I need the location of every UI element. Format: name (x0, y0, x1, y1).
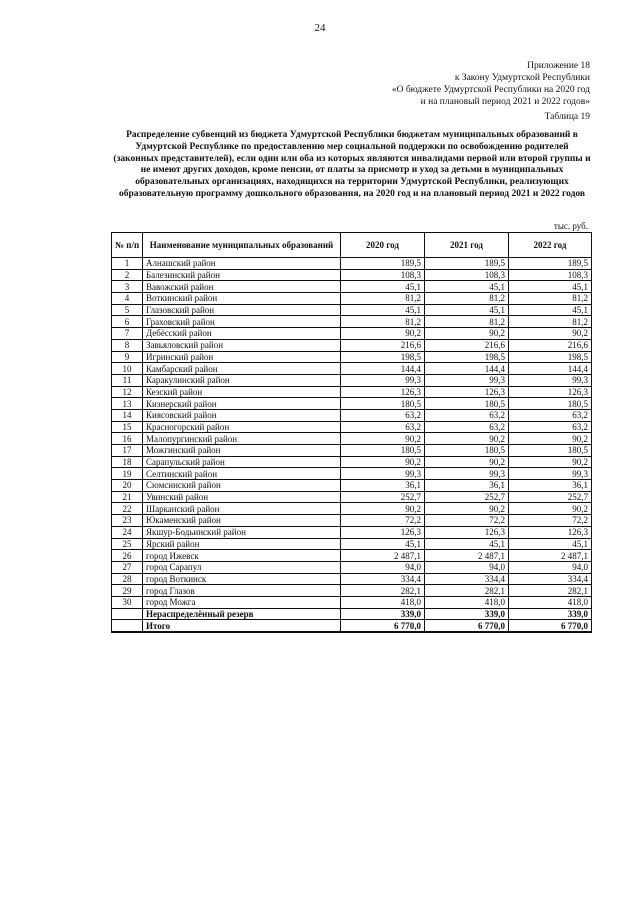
row-2020: 282,1 (341, 585, 425, 597)
row-2022: 180,5 (509, 445, 592, 457)
row-2021: 144,4 (425, 363, 509, 375)
row-number: 3 (112, 281, 143, 293)
row-2022: 216,6 (509, 339, 592, 351)
row-2021: 45,1 (425, 281, 509, 293)
row-number: 4 (112, 293, 143, 305)
reserve-name: Нераспределённый резерв (143, 608, 341, 620)
row-2021: 126,3 (425, 386, 509, 398)
row-name: Шарканский район (143, 503, 341, 515)
row-2021: 45,1 (425, 304, 509, 316)
row-2021: 90,2 (425, 433, 509, 445)
total-row (112, 620, 592, 632)
row-name: Завьяловский район (143, 339, 341, 351)
row-number: 24 (112, 526, 143, 538)
row-name: Якшур-Бодьинский район (143, 526, 341, 538)
row-number: 2 (112, 269, 143, 281)
row-2020: 90,2 (341, 328, 425, 340)
row-2022: 126,3 (509, 526, 592, 538)
total-number (112, 620, 143, 632)
row-2022: 144,4 (509, 363, 592, 375)
row-2022: 108,3 (509, 269, 592, 281)
row-number: 22 (112, 503, 143, 515)
row-2020: 45,1 (341, 304, 425, 316)
row-2022: 81,2 (509, 293, 592, 305)
row-number: 29 (112, 585, 143, 597)
table-row (112, 480, 592, 492)
row-name: Граховский район (143, 316, 341, 328)
row-2020: 126,3 (341, 386, 425, 398)
row-2022: 90,2 (509, 328, 592, 340)
row-2020: 180,5 (341, 445, 425, 457)
row-2020: 36,1 (341, 480, 425, 492)
row-2021: 126,3 (425, 526, 509, 538)
annex-header (392, 60, 590, 108)
annex-line: и на плановый период 2021 и 2022 годов» (420, 97, 590, 107)
row-name: город Сарапул (143, 561, 341, 573)
row-2022: 94,0 (509, 561, 592, 573)
row-2022: 63,2 (509, 421, 592, 433)
row-2022: 63,2 (509, 409, 592, 421)
row-2021: 90,2 (425, 503, 509, 515)
row-number: 16 (112, 433, 143, 445)
row-number: 12 (112, 386, 143, 398)
row-name: Малопургинский район (143, 433, 341, 445)
row-2021: 63,2 (425, 409, 509, 421)
row-number: 18 (112, 456, 143, 468)
row-name: Алнашский район (143, 258, 341, 270)
row-2022: 198,5 (509, 351, 592, 363)
table-row (112, 316, 592, 328)
row-2020: 99,3 (341, 374, 425, 386)
row-name: Кезский район (143, 386, 341, 398)
units-label: тыс. руб. (553, 221, 588, 231)
row-name: Можгинский район (143, 445, 341, 457)
total-name: Итого (143, 620, 341, 632)
row-2020: 63,2 (341, 421, 425, 433)
row-2020: 90,2 (341, 433, 425, 445)
row-2021: 180,5 (425, 398, 509, 410)
row-2021: 198,5 (425, 351, 509, 363)
row-number: 1 (112, 258, 143, 270)
reserve-2020: 339,0 (341, 608, 425, 620)
row-2021: 99,3 (425, 374, 509, 386)
row-2020: 72,2 (341, 515, 425, 527)
row-2022: 418,0 (509, 596, 592, 608)
row-number: 30 (112, 596, 143, 608)
row-2020: 63,2 (341, 409, 425, 421)
row-2022: 45,1 (509, 538, 592, 550)
table-row (112, 596, 592, 608)
row-2020: 81,2 (341, 316, 425, 328)
row-2020: 198,5 (341, 351, 425, 363)
row-2022: 126,3 (509, 386, 592, 398)
row-number: 27 (112, 561, 143, 573)
table-header-row (112, 233, 592, 258)
row-number: 23 (112, 515, 143, 527)
row-2021: 72,2 (425, 515, 509, 527)
row-2021: 45,1 (425, 538, 509, 550)
row-2020: 99,3 (341, 468, 425, 480)
row-number: 9 (112, 351, 143, 363)
table-row (112, 328, 592, 340)
row-name: Кизнерский район (143, 398, 341, 410)
row-number: 5 (112, 304, 143, 316)
header-2020: 2020 год (341, 233, 425, 258)
row-2022: 72,2 (509, 515, 592, 527)
row-name: Ярский район (143, 538, 341, 550)
row-2020: 216,6 (341, 339, 425, 351)
row-2022: 334,4 (509, 573, 592, 585)
row-2020: 90,2 (341, 503, 425, 515)
table-row (112, 339, 592, 351)
header-name: Наименование муниципальных образований (143, 233, 341, 258)
row-2020: 45,1 (341, 281, 425, 293)
row-2020: 418,0 (341, 596, 425, 608)
row-number: 21 (112, 491, 143, 503)
subvention-table (111, 232, 592, 633)
table-row (112, 374, 592, 386)
row-2021: 90,2 (425, 328, 509, 340)
row-number: 11 (112, 374, 143, 386)
row-2022: 2 487,1 (509, 550, 592, 562)
row-name: Сюмсинский район (143, 480, 341, 492)
row-name: Юкаменский район (143, 515, 341, 527)
annex-line: к Закону Удмуртской Республики (454, 73, 590, 83)
table-row (112, 363, 592, 375)
row-name: город Ижевск (143, 550, 341, 562)
row-2021: 180,5 (425, 445, 509, 457)
table-row (112, 281, 592, 293)
table-row (112, 386, 592, 398)
row-2021: 334,4 (425, 573, 509, 585)
row-2020: 334,4 (341, 573, 425, 585)
row-number: 19 (112, 468, 143, 480)
row-number: 20 (112, 480, 143, 492)
table-row (112, 585, 592, 597)
row-number: 17 (112, 445, 143, 457)
row-2020: 90,2 (341, 456, 425, 468)
table-label: Таблица 19 (544, 112, 590, 122)
row-2022: 252,7 (509, 491, 592, 503)
row-number: 25 (112, 538, 143, 550)
table-row (112, 409, 592, 421)
row-2022: 189,5 (509, 258, 592, 270)
table-body (112, 258, 592, 633)
row-2022: 282,1 (509, 585, 592, 597)
reserve-2021: 339,0 (425, 608, 509, 620)
row-2020: 94,0 (341, 561, 425, 573)
row-name: Увинский район (143, 491, 341, 503)
row-2020: 189,5 (341, 258, 425, 270)
table-row (112, 445, 592, 457)
table-row (112, 421, 592, 433)
row-2022: 90,2 (509, 433, 592, 445)
header-2022: 2022 год (509, 233, 592, 258)
row-name: Игринский район (143, 351, 341, 363)
row-2021: 216,6 (425, 339, 509, 351)
row-2020: 180,5 (341, 398, 425, 410)
table-row (112, 515, 592, 527)
table-row (112, 304, 592, 316)
table-row (112, 433, 592, 445)
row-name: Камбарский район (143, 363, 341, 375)
table-row (112, 561, 592, 573)
row-number: 15 (112, 421, 143, 433)
row-2022: 45,1 (509, 281, 592, 293)
row-number: 14 (112, 409, 143, 421)
table-row (112, 573, 592, 585)
row-name: Селтинский район (143, 468, 341, 480)
table-row (112, 398, 592, 410)
row-number: 13 (112, 398, 143, 410)
row-name: Глазовский район (143, 304, 341, 316)
row-2022: 81,2 (509, 316, 592, 328)
row-2020: 144,4 (341, 363, 425, 375)
row-2021: 81,2 (425, 316, 509, 328)
row-number: 8 (112, 339, 143, 351)
row-name: Вавожский район (143, 281, 341, 293)
header-2021: 2021 год (425, 233, 509, 258)
row-2020: 2 487,1 (341, 550, 425, 562)
reserve-number (112, 608, 143, 620)
table-row (112, 503, 592, 515)
row-2021: 94,0 (425, 561, 509, 573)
table-row (112, 351, 592, 363)
reserve-2022: 339,0 (509, 608, 592, 620)
row-2021: 90,2 (425, 456, 509, 468)
total-2021: 6 770,0 (425, 620, 509, 632)
page-number: 24 (314, 22, 326, 34)
table-row (112, 538, 592, 550)
row-2020: 108,3 (341, 269, 425, 281)
row-2021: 252,7 (425, 491, 509, 503)
row-2022: 99,3 (509, 374, 592, 386)
row-2020: 45,1 (341, 538, 425, 550)
row-2022: 45,1 (509, 304, 592, 316)
row-name: город Глазов (143, 585, 341, 597)
table-row (112, 293, 592, 305)
row-name: Киясовский район (143, 409, 341, 421)
row-2020: 81,2 (341, 293, 425, 305)
row-number: 10 (112, 363, 143, 375)
row-2020: 252,7 (341, 491, 425, 503)
table-row (112, 456, 592, 468)
row-2022: 36,1 (509, 480, 592, 492)
row-2021: 36,1 (425, 480, 509, 492)
table-row (112, 550, 592, 562)
document-title: Распределение субвенций из бюджета Удмуртской Республики бюджетам муниципальных образований в Удмуртской Республике по предоставлению мер социальной поддержки по освобождению родителей (законных представителей), если один или оба из которых являются инвалидами первой или второй группы и не имеют других доходов, кроме пенсии, от платы за присмотр и уход за детьми в муниципальных образовательных организациях, находящихся на территории Удмуртской Республики, реализующих образовательную программу дошкольного образования, на 2020 год и на плановый период 2021 и 2022 годов (113, 130, 591, 199)
row-name: Сарапульский район (143, 456, 341, 468)
row-2021: 189,5 (425, 258, 509, 270)
row-2022: 180,5 (509, 398, 592, 410)
row-2022: 90,2 (509, 503, 592, 515)
row-name: Каракулинский район (143, 374, 341, 386)
row-name: Балезинский район (143, 269, 341, 281)
row-2021: 282,1 (425, 585, 509, 597)
row-2021: 63,2 (425, 421, 509, 433)
row-2021: 99,3 (425, 468, 509, 480)
row-number: 28 (112, 573, 143, 585)
row-name: Дебёсский район (143, 328, 341, 340)
table-row (112, 258, 592, 270)
row-number: 26 (112, 550, 143, 562)
annex-line: «О бюджете Удмуртской Республики на 2020 год (391, 85, 590, 95)
row-name: Воткинский район (143, 293, 341, 305)
row-number: 6 (112, 316, 143, 328)
total-2020: 6 770,0 (341, 620, 425, 632)
table-row (112, 491, 592, 503)
row-name: город Можга (143, 596, 341, 608)
table-row (112, 269, 592, 281)
table-row (112, 468, 592, 480)
header-number: № п/п (112, 233, 143, 258)
row-2020: 126,3 (341, 526, 425, 538)
row-name: город Воткинск (143, 573, 341, 585)
row-2022: 90,2 (509, 456, 592, 468)
row-2021: 108,3 (425, 269, 509, 281)
row-name: Красногорский район (143, 421, 341, 433)
reserve-row (112, 608, 592, 620)
total-2022: 6 770,0 (509, 620, 592, 632)
row-2021: 2 487,1 (425, 550, 509, 562)
row-2021: 418,0 (425, 596, 509, 608)
row-2022: 99,3 (509, 468, 592, 480)
annex-line: Приложение 18 (527, 61, 590, 71)
table-row (112, 526, 592, 538)
row-number: 7 (112, 328, 143, 340)
row-2021: 81,2 (425, 293, 509, 305)
